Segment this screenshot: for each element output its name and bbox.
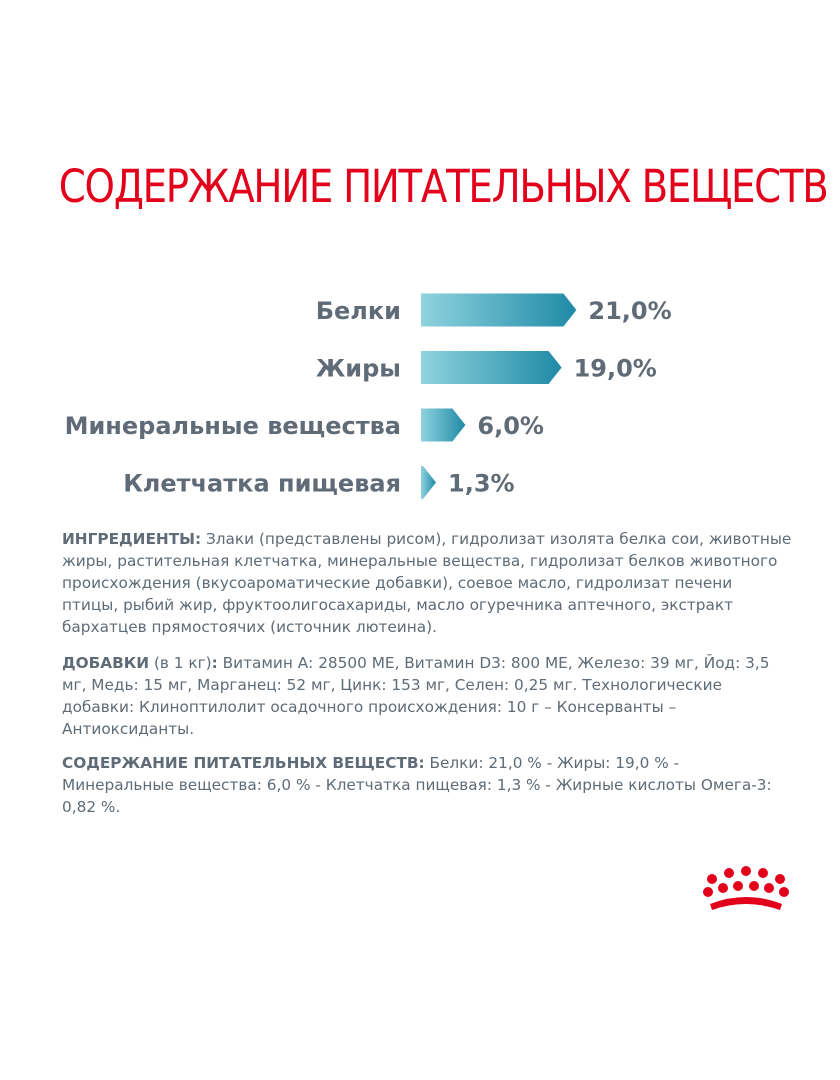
bar-label-2: Минеральные вещества: [64, 412, 401, 440]
bar-value-1: 19,0%: [573, 354, 657, 383]
royal-canin-crown-icon: [700, 864, 790, 914]
additives-note: (в 1 кг): [149, 654, 212, 672]
bar-3: [421, 466, 436, 499]
ingredients-text: Злаки (представлены рисом), гидролизат изолята белка сои, животные жиры, растительная клетчатка, минеральные вещества, гидролизат белков животного происхождения (вкусоароматические добавки), соевое масло, гидролизат печени птицы, рыбий жир, фруктоолигосахариды, масло огуречника аптечного, экстракт бархатцев прямостоячих (источник лютеина).: [62, 530, 792, 636]
bar-value-3: 1,3%: [448, 469, 515, 498]
bar-1: [421, 351, 562, 384]
nutrients-text: Белки: 21,0 % - Жиры: 19,0 % - Минеральные вещества: 6,0 % - Клетчатка пищевая: 1,3 % - Жирные кислоты Омега-3: 0,82 %.: [62, 754, 772, 816]
bar-label-3: Клетчатка пищевая: [123, 469, 401, 498]
additives-text: Витамин А: 28500 МЕ, Витамин D3: 800 МЕ, Железо: 39 мг, Йод: 3,5 мг, Медь: 15 мг, Марганец: 52 мг, Цинк: 153 мг, Селен: 0,25 мг. Технологические добавки: Клиноптилолит осадочного происхождения: 10 г – Консерванты – Антиоксиданты.: [62, 654, 770, 738]
nutrient-bar-chart: [0, 280, 840, 510]
additives-heading: ДОБАВКИ: [62, 654, 150, 672]
additives-paragraph: [62, 652, 792, 740]
bar-0: [421, 294, 576, 327]
bar-value-2: 6,0%: [477, 412, 544, 440]
nutrients-paragraph: [62, 752, 792, 818]
bar-2: [421, 409, 465, 442]
bar-label-1: Жиры: [315, 354, 401, 383]
page-title: СОДЕРЖАНИЕ ПИТАТЕЛЬНЫХ ВЕЩЕСТВ: [58, 160, 828, 213]
bar-label-0: Белки: [315, 297, 401, 325]
ingredients-paragraph: [62, 528, 792, 638]
bar-value-0: 21,0%: [588, 297, 672, 325]
additives-colon: :: [211, 654, 218, 672]
nutrients-heading: СОДЕРЖАНИЕ ПИТАТЕЛЬНЫХ ВЕЩЕСТВ:: [62, 754, 425, 772]
ingredients-heading: ИНГРЕДИЕНТЫ:: [62, 530, 202, 548]
